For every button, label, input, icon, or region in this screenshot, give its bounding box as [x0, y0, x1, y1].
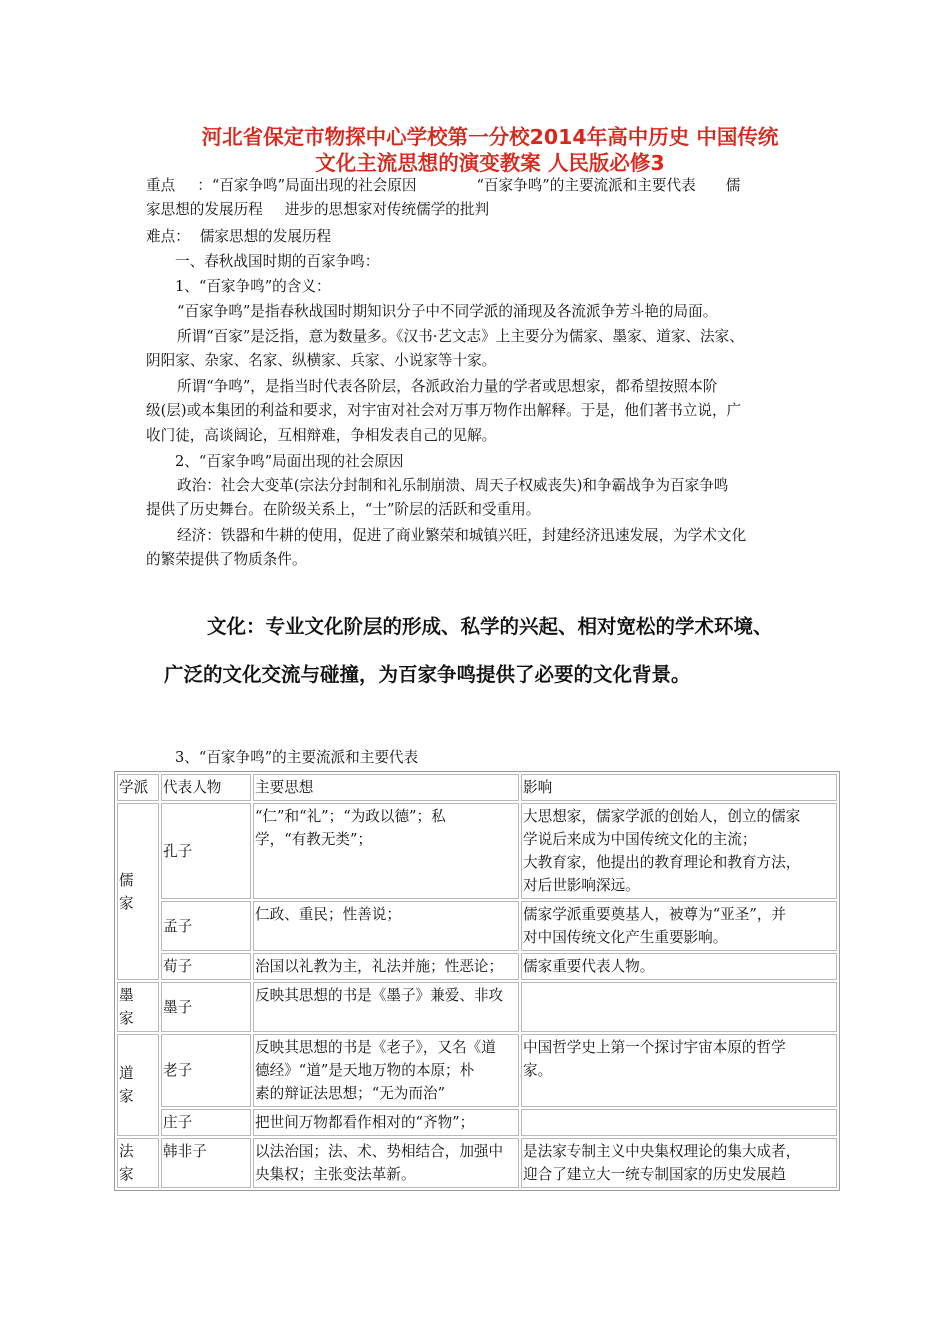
focus-item-3a: 儒 — [725, 177, 741, 194]
paragraph-3-line-3: 收门徒，高谈阔论，互相辩难，争相发表自己的见解。 — [146, 427, 497, 444]
school-confucian: 儒 家 — [117, 803, 159, 980]
table-header-row — [117, 774, 837, 801]
focus-label: 重点 — [146, 177, 176, 194]
paragraph-4-line-2: 提供了历史舞台。在阶级关系上，“士”阶层的活跃和受重用。 — [146, 501, 541, 518]
influence-hanfeizi: 是法家专制主义中央集权理论的集大成者， 迎合了建立大一统专制国家的历史发展趋 — [521, 1138, 837, 1188]
table-row — [117, 1109, 837, 1136]
idea-zhuangzi: 把世间万物都看作相对的“齐物”； — [253, 1109, 519, 1136]
table-row — [117, 1138, 837, 1188]
influence-xunzi: 儒家重要代表人物。 — [521, 953, 837, 980]
influence-confucius: 大思想家，儒家学派的创始人，创立的儒家 学说后来成为中国传统文化的主流； 大教育家，他提出的教育理论和教育方法， 对后世影响深远。 — [521, 803, 837, 899]
focus-line-1 — [146, 175, 740, 197]
idea-hanfeizi: 以法治国；法、术、势相结合，加强中 央集权；主张变法革新。 — [253, 1138, 519, 1188]
school-legalist: 法 家 — [117, 1138, 159, 1188]
section-1-heading: 一、春秋战国时期的百家争鸣： — [175, 253, 380, 270]
focus-item-1: “百家争鸣”局面出现的社会原因 — [211, 177, 417, 194]
table-row — [117, 901, 837, 951]
focus-line-2 — [146, 199, 489, 221]
idea-confucius: “仁”和“礼”；“为政以德”；私 学，“有教无类”； — [253, 803, 519, 899]
subsection-1-heading: 1、“百家争鸣”的含义： — [175, 278, 331, 295]
person-xunzi: 荀子 — [161, 953, 251, 980]
table-row — [117, 982, 837, 1032]
culture-banner-line-1: 文化：专业文化阶层的形成、私学的兴起、相对宽松的学术环境、 — [207, 615, 773, 638]
document-title-line1: 河北省保定市物探中心学校第一分校2014年高中历史 中国传统 — [201, 125, 779, 149]
person-hanfeizi: 韩非子 — [161, 1138, 251, 1188]
difficulty-line — [146, 226, 331, 248]
person-zhuangzi: 庄子 — [161, 1109, 251, 1136]
school-mohist: 墨 家 — [117, 982, 159, 1032]
paragraph-2-line-2: 阴阳家、杂家、名家、纵横家、兵家、小说家等十家。 — [146, 352, 497, 369]
paragraph-1: “百家争鸣”是指春秋战国时期知识分子中不同学派的涌现及各流派争芳斗艳的局面。 — [177, 303, 718, 320]
idea-xunzi: 治国以礼教为主，礼法并施；性恶论； — [253, 953, 519, 980]
header-main-ideas: 主要思想 — [253, 774, 519, 801]
influence-laozi: 中国哲学史上第一个探讨宇宙本原的哲学 家。 — [521, 1034, 837, 1107]
person-mozi: 墨子 — [161, 982, 251, 1032]
focus-item-3b: 家思想的发展历程 — [146, 201, 263, 218]
focus-item-2: “百家争鸣”的主要流派和主要代表 — [476, 177, 696, 194]
paragraph-3-line-2: 级(层)或本集团的利益和要求，对宇宙对社会对万事万物作出解释。于是，他们著书立说，广 — [146, 402, 742, 419]
document-title-line2: 文化主流思想的演变教案 人民版必修3 — [315, 151, 665, 175]
header-school: 学派 — [117, 774, 159, 801]
focus-item-4: 进步的思想家对传统儒学的批判 — [284, 201, 490, 218]
paragraph-5-line-1: 经济：铁器和牛耕的使用，促进了商业繁荣和城镇兴旺，封建经济迅速发展，为学术文化 — [177, 527, 747, 544]
difficulty-text: 儒家思想的发展历程 — [199, 228, 332, 245]
person-laozi: 老子 — [161, 1034, 251, 1107]
header-influence: 影响 — [521, 774, 837, 801]
school-taoist: 道 家 — [117, 1034, 159, 1136]
schools-table — [114, 771, 840, 1191]
person-confucius: 孔子 — [161, 803, 251, 899]
influence-mozi — [521, 982, 837, 1032]
subsection-2-heading: 2、“百家争鸣”局面出现的社会原因 — [175, 453, 404, 470]
idea-mencius: 仁政、重民；性善说； — [253, 901, 519, 951]
paragraph-4-line-1: 政治：社会大变革(宗法分封制和礼乐制崩溃、周天子权威丧失)和争霸战争为百家争鸣 — [177, 477, 729, 494]
header-representative: 代表人物 — [161, 774, 251, 801]
paragraph-2-line-1: 所谓“百家”是泛指，意为数量多。《汉书·艺文志》上主要分为儒家、墨家、道家、法家、 — [177, 328, 744, 345]
culture-banner-line-2: 广泛的文化交流与碰撞，为百家争鸣提供了必要的文化背景。 — [164, 663, 691, 686]
person-mencius: 孟子 — [161, 901, 251, 951]
table-row — [117, 803, 837, 899]
influence-zhuangzi — [521, 1109, 837, 1136]
focus-sep: ： — [197, 177, 212, 194]
difficulty-label: 难点： — [146, 228, 190, 245]
idea-laozi: 反映其思想的书是《老子》，又名《道 德经》“道”是天地万物的本原；朴 素的辩证法思想；“无为而治” — [253, 1034, 519, 1107]
influence-mencius: 儒家学派重要奠基人，被尊为“亚圣”，并 对中国传统文化产生重要影响。 — [521, 901, 837, 951]
subsection-3-heading: 3、“百家争鸣”的主要流派和主要代表 — [175, 749, 419, 766]
paragraph-5-line-2: 的繁荣提供了物质条件。 — [146, 551, 307, 568]
idea-mozi: 反映其思想的书是《墨子》兼爱、非攻 — [253, 982, 519, 1032]
table-row — [117, 1034, 837, 1107]
paragraph-3-line-1: 所谓“争鸣”，是指当时代表各阶层，各派政治力量的学者或思想家，都希望按照本阶 — [177, 378, 718, 395]
table-row — [117, 953, 837, 980]
